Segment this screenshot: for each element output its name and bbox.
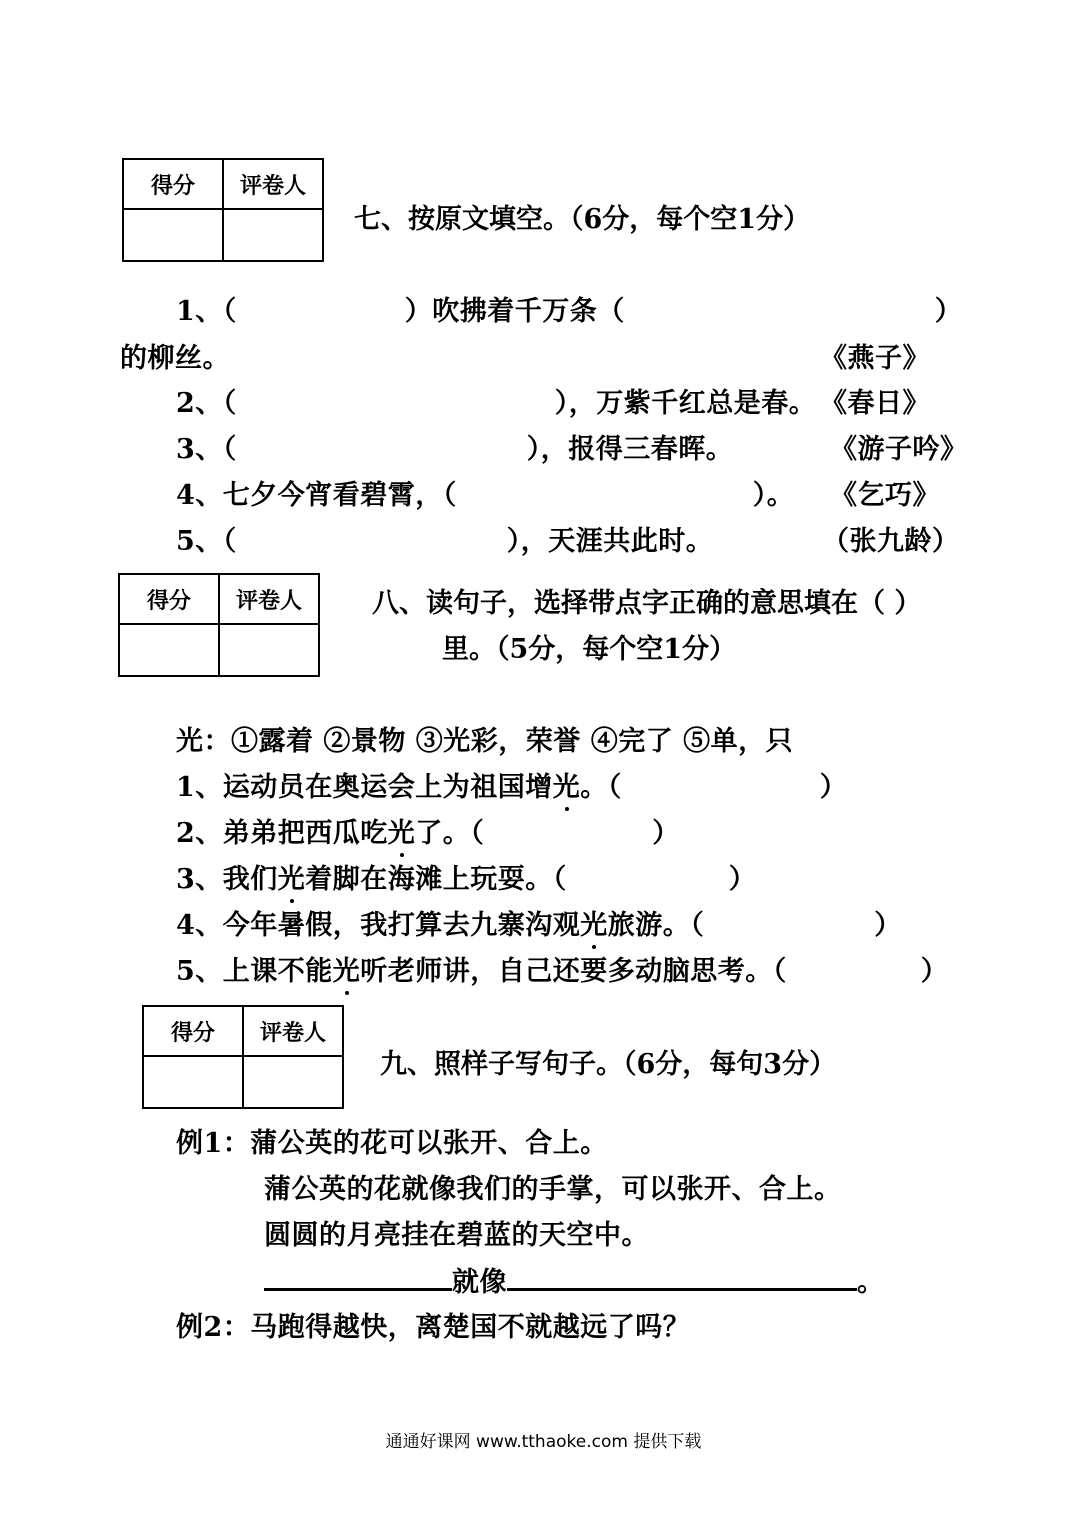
source-7-4: 《乞巧》	[830, 480, 940, 511]
score-cell[interactable]	[143, 1056, 243, 1108]
answer-underline[interactable]	[264, 1266, 452, 1291]
dotted-char: 光	[552, 772, 581, 803]
sentence-8-5: 5、上课不能光听老师讲，自己还要多动脑思考。（ ）	[176, 956, 949, 987]
source-7-1: 《燕子》	[820, 343, 930, 374]
dotted-char: 光	[580, 910, 608, 941]
section-8-title: 八、读句子，选择带点字正确的意思填在（ ）	[372, 588, 922, 619]
score-table	[118, 573, 320, 677]
dotted-char: 光	[387, 818, 416, 849]
question-7-3: 3、（ ），报得三春晖。	[176, 434, 734, 465]
source-7-5: （张九龄）	[822, 526, 960, 557]
grader-header: 评卷人	[219, 574, 319, 624]
score-cell[interactable]	[123, 209, 223, 261]
example-1-prompt: 圆圆的月亮挂在碧蓝的天空中。	[264, 1220, 649, 1251]
page-footer: 通通好课网 www.tthaoke.com 提供下载	[385, 1432, 702, 1452]
example-1: 例1：蒲公英的花可以张开、合上。	[176, 1128, 608, 1159]
score-table	[122, 158, 324, 262]
score-header: 得分	[143, 1006, 243, 1056]
example-2: 例2：马跑得越快，离楚国不就越远了吗？	[176, 1312, 691, 1343]
sentence-8-2: 2、弟弟把西瓜吃光了。（ ）	[176, 818, 680, 849]
question-7-4: 4、七夕今宵看碧霄，（ ）。	[176, 480, 795, 511]
section-9-title: 九、照样子写句子。（6分，每句3分）	[380, 1049, 837, 1080]
dotted-char: 光	[277, 864, 306, 895]
section-7-title: 七、按原文填空。（6分，每个空1分）	[354, 204, 811, 235]
dotted-char: 光	[332, 956, 361, 987]
question-7-5: 5、（ ），天涯共此时。	[176, 526, 714, 557]
source-7-2: 《春日》	[820, 388, 930, 419]
grader-cell[interactable]	[219, 624, 319, 676]
grader-cell[interactable]	[223, 209, 323, 261]
sentence-8-3: 3、我们光着脚在海滩上玩耍。（ ）	[176, 864, 757, 895]
grader-header: 评卷人	[223, 159, 323, 209]
question-7-2: 2、（ ），万紫千红总是春。	[176, 388, 817, 419]
score-header: 得分	[119, 574, 219, 624]
example-1-answer: 蒲公英的花就像我们的手掌，可以张开、合上。	[264, 1174, 842, 1205]
score-header: 得分	[123, 159, 223, 209]
sentence-8-4: 4、今年暑假，我打算去九寨沟观光旅游。（ ）	[176, 910, 902, 941]
sentence-8-1: 1、运动员在奥运会上为祖国增光。（ ）	[176, 772, 848, 803]
source-7-3: 《游子吟》	[830, 434, 968, 465]
score-table	[142, 1005, 344, 1109]
grader-cell[interactable]	[243, 1056, 343, 1108]
question-7-1: 1、（ ）吹拂着千万条（ ）	[176, 296, 963, 327]
grader-header: 评卷人	[243, 1006, 343, 1056]
answer-underline[interactable]	[507, 1266, 857, 1291]
example-1-fill: 就像 。	[264, 1266, 885, 1299]
meaning-options: 光：①露着 ②景物 ③光彩，荣誉 ④完了 ⑤单，只	[176, 726, 794, 757]
question-7-1-cont: 的柳丝。	[120, 343, 230, 374]
score-cell[interactable]	[119, 624, 219, 676]
section-8-title-cont: 里。（5分，每个空1分）	[442, 634, 737, 665]
